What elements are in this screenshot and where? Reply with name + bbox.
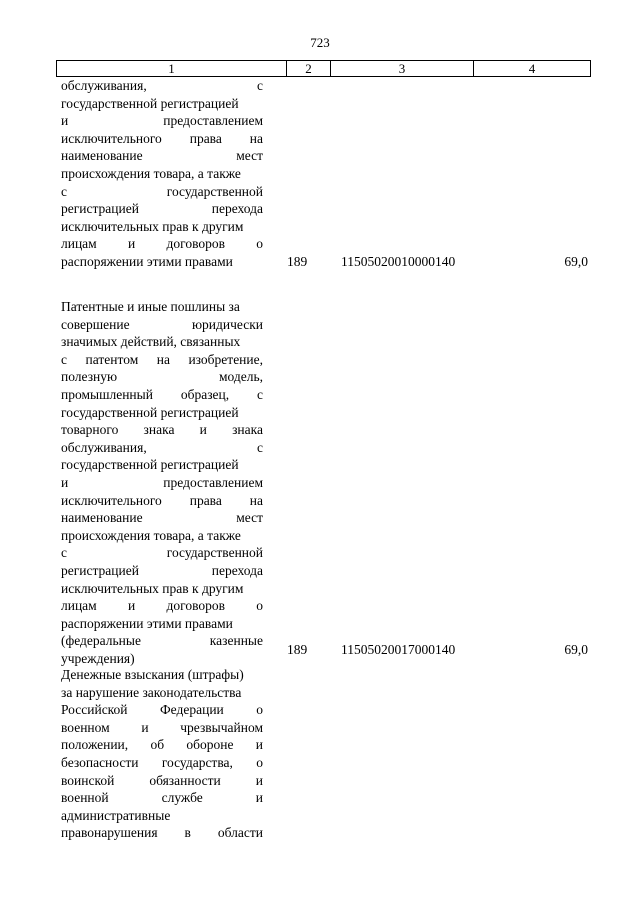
text-line: исключительного права на	[61, 130, 263, 146]
table-header	[56, 60, 591, 77]
text-line: с государственной	[61, 545, 263, 561]
text-line: обслуживания, с	[61, 78, 263, 93]
text-line: за нарушение законодательства	[61, 684, 242, 700]
row-2-description	[61, 298, 263, 667]
text-line: исключительных прав к другим	[61, 580, 244, 596]
row-1-amount: 69,0	[564, 254, 588, 269]
row-2-amount: 69,0	[564, 642, 588, 657]
row-1-code: 189	[287, 254, 308, 269]
text-line: положении, об обороне и	[61, 737, 263, 753]
text-line: военном и чрезвычайном	[61, 719, 263, 735]
text-line: промышленный образец, с	[61, 386, 263, 402]
text-line: исключительного права на	[61, 492, 263, 508]
text-line: наименование мест	[61, 148, 263, 164]
text-line: военной службе и	[61, 790, 263, 806]
text-line: наименование мест	[61, 510, 263, 526]
row-2-code: 189	[287, 642, 308, 657]
text-line: (федеральные казенные	[61, 633, 263, 649]
row-2-kbk: 11505020017000140	[341, 642, 456, 657]
text-line: обслуживания, с	[61, 439, 263, 455]
header-col-4: 4	[528, 61, 536, 76]
text-line: государственной регистрацией	[61, 404, 239, 420]
page-number: 723	[310, 35, 330, 50]
text-line: учреждения)	[61, 650, 135, 666]
text-line: и предоставлением	[61, 474, 263, 490]
text-line: совершение юридически	[61, 316, 263, 332]
text-line: с государственной	[61, 183, 263, 199]
row-1-kbk: 11505020010000140	[341, 254, 456, 269]
text-line: регистрацией перехода	[61, 562, 263, 578]
text-line: безопасности государства, о	[61, 754, 263, 770]
text-line: происхождения товара, а также	[61, 165, 241, 181]
text-line: лицам и договоров о	[61, 236, 263, 252]
text-line: исключительных прав к другим	[61, 218, 244, 234]
text-line: лицам и договоров о	[61, 598, 263, 614]
text-line: Патентные и иные пошлины за	[61, 299, 240, 314]
header-col-3: 3	[331, 61, 474, 76]
text-line: полезную модель,	[61, 369, 263, 385]
text-line: Российской Федерации о	[61, 702, 263, 718]
text-line: с патентом на изобретение,	[61, 351, 263, 367]
row-1-description	[61, 77, 263, 271]
text-line: товарного знака и знака	[61, 422, 263, 438]
text-line: распоряжении этими правами	[61, 615, 233, 631]
text-line: административные	[61, 807, 171, 823]
text-line: происхождения товара, а также	[61, 527, 241, 543]
text-line: и предоставлением	[61, 113, 263, 129]
text-line: государственной регистрацией	[61, 457, 239, 473]
text-line: правонарушения в области	[61, 825, 263, 841]
text-line: регистрацией перехода	[61, 201, 263, 217]
header-col-1: 1	[57, 61, 287, 76]
text-line: государственной регистрацией	[61, 95, 239, 111]
text-line: воинской обязанности и	[61, 772, 263, 788]
row-3-description	[61, 666, 263, 842]
text-line: значимых действий, связанных	[61, 334, 241, 350]
header-col-2: 2	[287, 61, 331, 76]
text-line: Денежные взыскания (штрафы)	[61, 667, 244, 682]
text-line: распоряжении этими правами	[61, 253, 233, 269]
